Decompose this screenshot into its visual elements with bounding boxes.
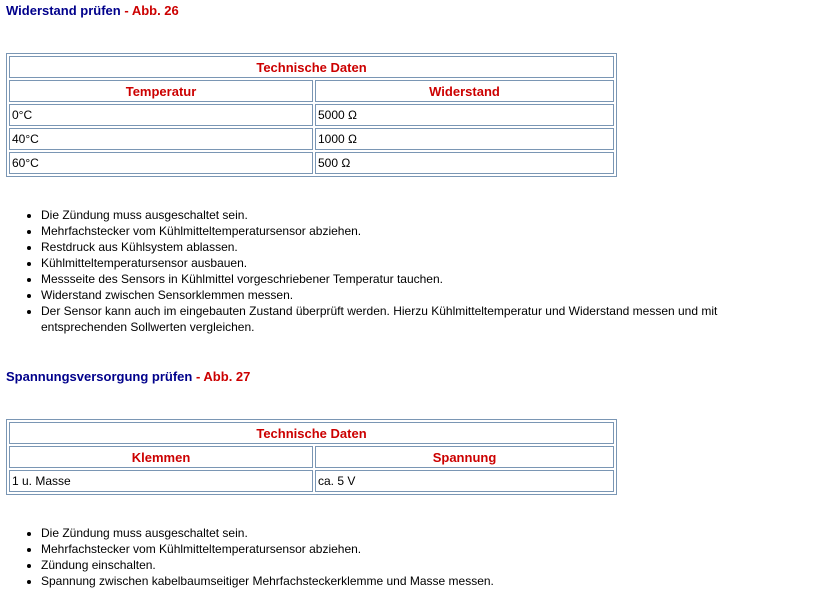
list-item: • Zündung einschalten. bbox=[41, 557, 801, 573]
section2-table-frame bbox=[6, 419, 617, 495]
table-cell: 1000 Ω bbox=[315, 128, 614, 150]
list-item: • Mehrfachstecker vom Kühlmitteltemperatursensor abziehen. bbox=[41, 223, 801, 239]
section2-heading bbox=[6, 369, 250, 384]
table-cell: 60°C bbox=[9, 152, 313, 174]
table-row bbox=[9, 470, 614, 492]
section1-table-caption: Technische Daten bbox=[9, 56, 614, 78]
section2-title: Spannungsversorgung prüfen bbox=[6, 369, 193, 384]
table-row bbox=[9, 104, 614, 126]
section2-spec-table bbox=[7, 420, 616, 494]
list-item: • Spannung zwischen kabelbaumseitiger Mehrfachsteckerklemme und Masse messen. bbox=[41, 573, 801, 589]
section1-figure-link[interactable]: Abb. 26 bbox=[131, 3, 179, 18]
section2-separator: - bbox=[192, 369, 204, 384]
list-item: • Messseite des Sensors in Kühlmittel vorgeschriebener Temperatur tauchen. bbox=[41, 271, 801, 287]
section1-col-header-temperature: Temperatur bbox=[9, 80, 313, 102]
section1-spec-table bbox=[7, 54, 616, 176]
list-item: • Widerstand zwischen Sensorklemmen messen. bbox=[41, 287, 801, 303]
section1-heading bbox=[6, 3, 179, 18]
section1-separator: - bbox=[120, 3, 132, 18]
table-cell: 0°C bbox=[9, 104, 313, 126]
section2-table-caption: Technische Daten bbox=[9, 422, 614, 444]
table-cell: 1 u. Masse bbox=[9, 470, 313, 492]
section1-title: Widerstand prüfen bbox=[6, 3, 121, 18]
section2-col-header-voltage: Spannung bbox=[315, 446, 614, 468]
list-item: • Die Zündung muss ausgeschaltet sein. bbox=[41, 525, 801, 541]
table-cell: 40°C bbox=[9, 128, 313, 150]
list-item: • Restdruck aus Kühlsystem ablassen. bbox=[41, 239, 801, 255]
table-row bbox=[9, 152, 614, 174]
section1-table-frame bbox=[6, 53, 617, 177]
section2-figure-link[interactable]: Abb. 27 bbox=[203, 369, 251, 384]
list-item: • Der Sensor kann auch im eingebauten Zustand überprüft werden. Hierzu Kühlmitteltemperatur und Widerstand messen und mit entsprechenden Sollwerten vergleichen. bbox=[41, 303, 801, 335]
section1-steps-list bbox=[0, 207, 801, 335]
table-row bbox=[9, 128, 614, 150]
list-item: • Mehrfachstecker vom Kühlmitteltemperatursensor abziehen. bbox=[41, 541, 801, 557]
list-item: • Die Zündung muss ausgeschaltet sein. bbox=[41, 207, 801, 223]
table-cell: 5000 Ω bbox=[315, 104, 614, 126]
section2-steps-list bbox=[0, 525, 801, 589]
section2-col-header-terminals: Klemmen bbox=[9, 446, 313, 468]
table-cell: 500 Ω bbox=[315, 152, 614, 174]
section1-col-header-resistance: Widerstand bbox=[315, 80, 614, 102]
list-item: • Kühlmitteltemperatursensor ausbauen. bbox=[41, 255, 801, 271]
table-cell: ca. 5 V bbox=[315, 470, 614, 492]
